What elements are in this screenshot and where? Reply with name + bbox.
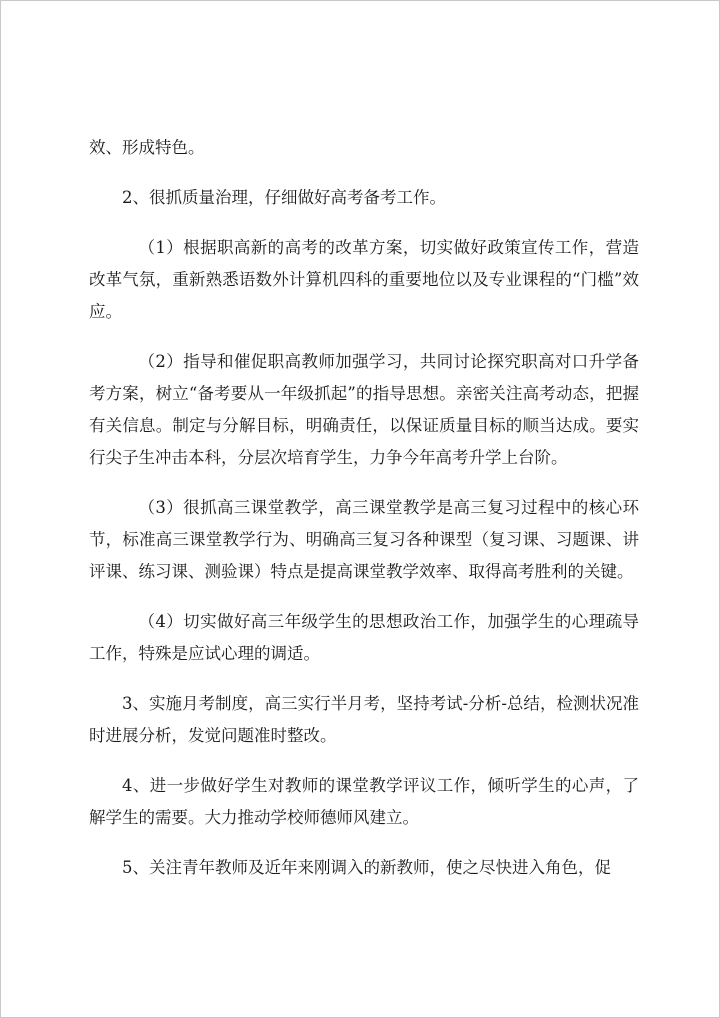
paragraph-item-5: 5、关注青年教师及近年来刚调入的新教师，使之尽快进入角色，促 bbox=[122, 858, 611, 877]
paragraph-subitem-3: （3）很抓高三课堂教学，高三课堂教学是高三复习过程中的核心环节，标准高三课堂教学行为、明确高三复习各种课型（复习课、习题课、讲评课、练习课、测验课）特点是提高课堂教学效率、取得高考胜利的关键。 bbox=[89, 498, 639, 581]
paragraph-item-4: 4、进一步做好学生对教师的课堂教学评议工作，倾听学生的心声，了解学生的需要。大力推动学校师德师风建立。 bbox=[89, 776, 639, 827]
paragraph-subitem-2: （2）指导和催促职高教师加强学习，共同讨论探究职高对口升学备考方案，树立“备考要从一年级抓起”的指导思想。亲密关注高考动态，把握有关信息。制定与分解目标，明确责任，以保证质量目标的顺当达成。要实行尖子生冲击本科，分层次培育学生，力争今年高考升学上台阶。 bbox=[89, 352, 639, 467]
paragraph-item-2: 2、很抓质量治理，仔细做好高考备考工作。 bbox=[122, 188, 446, 207]
paragraph-continuation: 效、形成特色。 bbox=[89, 138, 205, 157]
paragraph-subitem-4: （4）切实做好高三年级学生的思想政治工作，加强学生的心理疏导工作，特殊是应试心理的调适。 bbox=[89, 612, 639, 663]
document-body bbox=[89, 132, 639, 902]
paragraph-item-3: 3、实施月考制度，高三实行半月考，坚持考试-分析-总结，检测状况准时进展分析，发觉问题准时整改。 bbox=[89, 694, 639, 745]
paragraph-subitem-1: （1）根据职高新的高考的改革方案，切实做好政策宣传工作，营造改革气氛，重新熟悉语数外计算机四科的重要地位以及专业课程的“门槛”效应。 bbox=[89, 238, 639, 321]
